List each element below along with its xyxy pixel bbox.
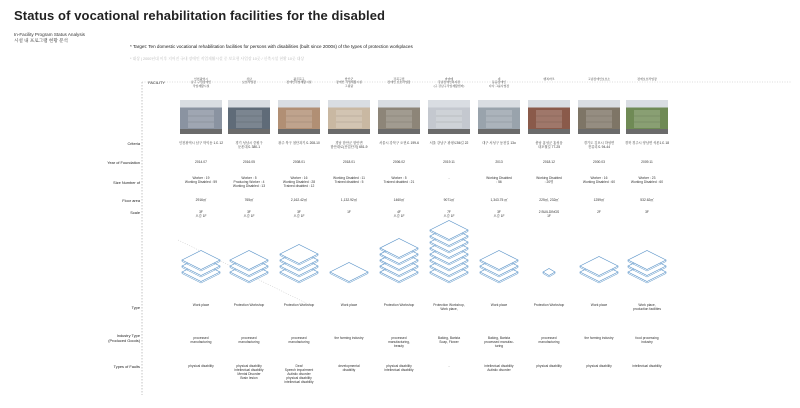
facility-year: 2000.03 xyxy=(593,160,605,164)
subtitle-korean: 시설 내 프로그램 현황 분석 xyxy=(14,38,68,43)
facility-industry: the farming industry xyxy=(584,336,614,340)
facility-year: 2018.12 xyxy=(543,160,555,164)
facility-floor-area: 1,343.75 ㎡ xyxy=(490,198,508,202)
facility-industry: Baking, Barista processed manufac- turing xyxy=(484,336,514,349)
row-label-size: Size Number of xyxy=(113,180,140,185)
facility-column xyxy=(624,0,670,408)
facility-scale: 3F 오감 1F xyxy=(195,210,207,219)
floor-stack-diagram xyxy=(178,0,224,408)
facility-floor-area: 9071㎡ xyxy=(443,198,455,202)
facility-faults: physical disability xyxy=(188,364,214,368)
floor-stack-diagram xyxy=(326,0,372,408)
facility-year: 2013 xyxy=(495,160,503,164)
facility-scale: 3F 오감 1F xyxy=(243,210,255,219)
row-label-facility: FACILITY xyxy=(148,80,165,85)
facility-criteria: 경북 경주시 양남면 석촌1로 18 xyxy=(624,141,670,145)
facility-faults: Deaf Speech impairment Autistic disorder physical disability intellectual disability xyxy=(284,364,314,385)
facility-faults: - xyxy=(448,364,450,368)
facility-column xyxy=(376,0,422,408)
facility-name: 성남 보호작업장 xyxy=(242,77,256,85)
facility-criteria: 경남 함안군 함안면 함안대로(산업단지) 651-9 xyxy=(330,141,368,150)
facility-year: 2018.01 xyxy=(343,160,355,164)
facility-scale: 7F 오감 1F xyxy=(443,210,455,219)
facility-type: Work place xyxy=(340,303,358,307)
facility-scale: 2 BUILDINGS 1F xyxy=(538,210,560,219)
page-title: Status of vocational rehabilitation facilities for the disabled xyxy=(14,8,386,23)
facility-industry: Baking, Barista Soap, Flower xyxy=(437,336,461,345)
subtitle-english: In-Facility Program Status Analysis xyxy=(14,32,85,37)
facility-type: Protection Workshop xyxy=(283,303,315,307)
facility-type: Protection Workshop xyxy=(533,303,565,307)
facility-year: 2019.11 xyxy=(443,160,455,164)
facility-industry: processed manufacturing xyxy=(538,336,560,345)
facility-faults: physical disability xyxy=(536,364,562,368)
facility-size: Worker : 5 Trained disabled : 21 xyxy=(383,176,415,185)
floor-stack-diagram xyxy=(476,0,522,408)
facility-criteria: 대구 서성구 동천길 13o xyxy=(482,141,516,145)
facility-industry: processed manufacturing xyxy=(288,336,310,345)
facility-criteria: 서울시 강북구 오현로 199-6 xyxy=(379,141,419,145)
floor-stack-diagram xyxy=(526,0,572,408)
row-label-type: Type xyxy=(131,305,140,310)
facility-type: Work place xyxy=(490,303,508,307)
facility-name: 함안군 장애인 직업재활시설 그린팜 xyxy=(336,77,362,88)
floor-stack-diagram xyxy=(426,0,472,408)
facility-faults: physical disability xyxy=(586,364,612,368)
facility-name: 인천광역시 남구 구립장애인 직업재활시설 xyxy=(190,77,212,88)
facility-faults: intellectual disability Autistic disorder xyxy=(484,364,514,373)
facility-faults: developmental disability xyxy=(338,364,360,373)
facility-floor-area: 2,162.42㎡ xyxy=(290,198,308,202)
facility-size: - xyxy=(448,176,450,180)
facility-size: Worker : 19 Working Disabled : 59 xyxy=(184,176,218,185)
facility-type: Work place xyxy=(590,303,608,307)
facility-criteria: 경기 성남시 중원구 둔촌대로 380-1 xyxy=(235,141,263,150)
floor-stack-diagram xyxy=(376,0,422,408)
facility-name: 장애보호작업장 xyxy=(637,77,657,81)
facility-type: Work place, production facilities xyxy=(632,303,662,312)
facility-year: 2009.11 xyxy=(641,160,653,164)
row-label-industry: Industry Type (Produced Goods) xyxy=(108,333,140,343)
facility-criteria: 충남 홍성군 홍성읍 내포월길 77-25 xyxy=(535,141,563,150)
floor-stack-diagram xyxy=(576,0,622,408)
facility-criteria: 서울 강남구 광평로56길 22 xyxy=(429,141,469,145)
facility-industry: processed manufacturing xyxy=(190,336,212,345)
facility-scale: 3F 오감 1F xyxy=(493,210,505,219)
facility-criteria: 경기도 김포시 하성면 전류리로 94-44 xyxy=(583,141,615,150)
facility-floor-area: 1259㎡ xyxy=(593,198,605,202)
facility-industry: processed manufacturing, beauty xyxy=(388,336,410,349)
facility-size: Worker : 16 Working Disabled : 60 xyxy=(582,176,616,185)
row-label-year: Year of Foundation xyxy=(107,160,140,165)
facility-column xyxy=(326,0,372,408)
facility-size: Worker : 23 Working Disabled : 60 xyxy=(630,176,664,185)
floor-slab xyxy=(330,263,368,282)
facility-floor-area: 1,132.92㎡ xyxy=(340,198,358,202)
facility-faults: intellectual disability xyxy=(632,364,662,368)
facility-year: 2006.02 xyxy=(393,160,405,164)
facility-name: 광주북구 장애인직업재활시설 xyxy=(286,77,312,85)
floor-stack-diagram xyxy=(226,0,272,408)
row-label-scale: Scale xyxy=(130,210,140,215)
facility-year: 2016.05 xyxy=(243,160,255,164)
facility-size: Working Disabled : 20명 xyxy=(536,176,562,185)
facility-industry: the farming industry xyxy=(334,336,364,340)
facility-year: 2008.01 xyxy=(293,160,305,164)
facility-type: Work place xyxy=(192,303,210,307)
facility-column xyxy=(276,0,322,408)
facility-size: Working Disabled : 11 Trained disabled : 5 xyxy=(333,176,365,185)
facility-type: Protection Workshop xyxy=(383,303,415,307)
facility-name: 마마메 강남장애인복지관 (구 강남구직업재활센터) xyxy=(433,77,465,88)
facility-name: 행복마크 xyxy=(543,77,555,81)
korean-note: * 대상 | 2000년대 이후 지어진 국내 장애인 직업재활시설 중 보호형 사업장 10곳 / 신축시설 현황 10곳 대상 xyxy=(130,57,305,61)
facility-floor-area: 2916㎡ xyxy=(195,198,207,202)
facility-column xyxy=(576,0,622,408)
facility-type: Protection Workshop, Work place, xyxy=(433,303,465,312)
facility-column xyxy=(526,0,572,408)
facility-scale: 3F 오감 1F xyxy=(293,210,305,219)
row-label-floor-area: Floor area xyxy=(122,198,140,203)
facility-faults: physical disability intellectual disability Mental Disorder Brain lesion xyxy=(234,364,264,381)
facility-column xyxy=(426,0,472,408)
facility-floor-area: 532.62㎡ xyxy=(640,198,654,202)
facility-column xyxy=(226,0,272,408)
facility-criteria: 인천광역시 남구 학익동 1로 12 xyxy=(178,141,224,145)
facility-industry: processed manufacturing xyxy=(238,336,260,345)
facility-faults: physical disability intellectual disability xyxy=(384,364,414,373)
facility-floor-area: 225㎡, 232㎡ xyxy=(539,198,559,202)
floor-stack-diagram xyxy=(624,0,670,408)
facility-name: 새 동음장애인 다사 그룹사업장 xyxy=(488,77,510,88)
facility-type: Protection Workshop xyxy=(233,303,265,307)
facility-scale: 3F xyxy=(645,210,649,214)
facility-floor-area: 1460㎡ xyxy=(393,198,405,202)
facility-scale: 1F xyxy=(347,210,351,214)
row-label-criteria: Criteria xyxy=(127,141,140,146)
facility-name: 고남장애인보호소 xyxy=(587,77,611,81)
target-note: * Target: Ten domestic vocational rehabilitation facilities for persons with disabilities (built since 2000s) of the types of protection workplaces xyxy=(130,44,413,49)
facility-size: Worker : 16 Working Disabled : 28 Trained disabled : 12 xyxy=(282,176,316,189)
facility-column xyxy=(476,0,522,408)
floor-stack-diagram xyxy=(276,0,322,408)
facility-column xyxy=(178,0,224,408)
facility-name: 강북구립 장애인 보호작업장 xyxy=(387,77,411,85)
facility-industry: food processing industry xyxy=(635,336,659,345)
row-label-faults: Types of Faults xyxy=(113,364,140,369)
facility-scale: 4F 오감 1F xyxy=(393,210,405,219)
facility-year: 2014.07 xyxy=(195,160,207,164)
facility-floor-area: 765㎡ xyxy=(244,198,254,202)
facility-scale: 2F xyxy=(597,210,601,214)
facility-size: Worker : 5 Producing Worker : 4 Working Disabled : 13 xyxy=(232,176,266,189)
facility-size: Working Disabled : 56 xyxy=(486,176,512,185)
facility-criteria: 광주 북구 첨단과기로 208-10 xyxy=(278,141,320,145)
